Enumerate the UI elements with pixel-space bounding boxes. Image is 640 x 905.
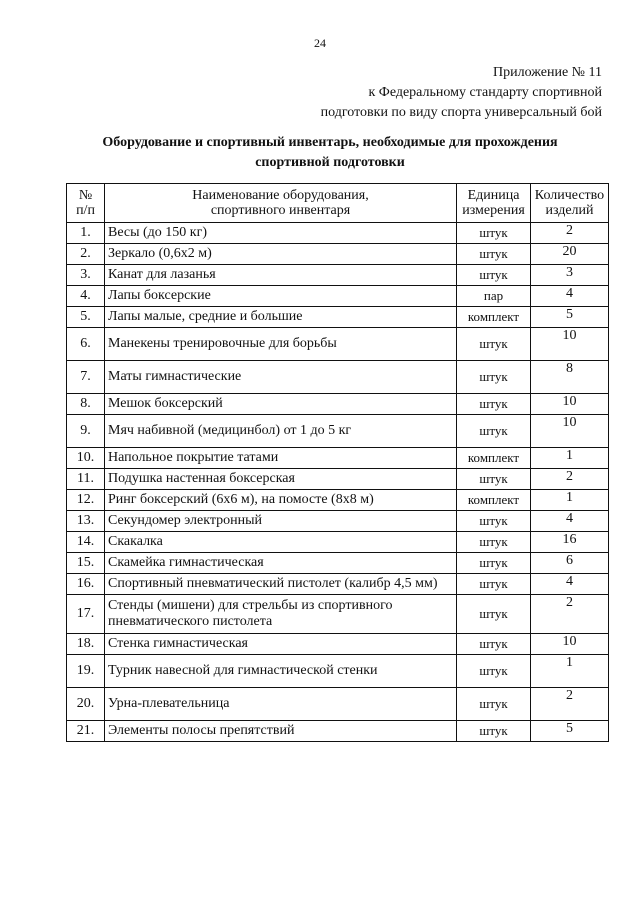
row-unit: комплект [457,490,531,511]
table-row [67,688,609,721]
row-name: Урна-плевательница [105,688,457,721]
row-number: 17. [67,595,105,634]
row-quantity: 2 [531,688,609,721]
row-number: 3. [67,265,105,286]
row-number: 20. [67,688,105,721]
header-name: Наименование оборудования, спортивного инвентаря [105,184,457,223]
table-row [67,511,609,532]
header-number: № п/п [67,184,105,223]
row-name: Стенды (мишени) для стрельбы из спортивного пневматического пистолета [105,595,457,634]
row-name: Зеркало (0,6х2 м) [105,244,457,265]
row-number: 19. [67,655,105,688]
row-quantity: 6 [531,553,609,574]
row-unit: штук [457,688,531,721]
row-unit: пар [457,286,531,307]
row-name: Стенка гимнастическая [105,634,457,655]
table-row [67,307,609,328]
row-quantity: 1 [531,448,609,469]
row-unit: штук [457,223,531,244]
table-row [67,721,609,742]
row-quantity: 3 [531,265,609,286]
row-quantity: 2 [531,223,609,244]
row-quantity: 1 [531,490,609,511]
row-name: Элементы полосы препятствий [105,721,457,742]
row-name: Лапы боксерские [105,286,457,307]
row-unit: штук [457,721,531,742]
row-name: Мяч набивной (медицинбол) от 1 до 5 кг [105,415,457,448]
row-unit: комплект [457,307,531,328]
appendix-header [321,63,602,123]
equipment-table [66,183,609,742]
table-row [67,328,609,361]
row-unit: штук [457,655,531,688]
table-row [67,595,609,634]
row-number: 16. [67,574,105,595]
appendix-line-1: Приложение № 11 [493,65,602,80]
row-quantity: 4 [531,511,609,532]
title-line-2: спортивной подготовки [255,155,405,170]
table-row [67,286,609,307]
row-quantity: 5 [531,721,609,742]
row-unit: штук [457,394,531,415]
row-unit: штук [457,469,531,490]
table-header-row [67,184,609,223]
appendix-line-3: подготовки по виду спорта универсальный бой [320,105,602,120]
page-number: 24 [314,36,326,50]
row-name: Напольное покрытие татами [105,448,457,469]
row-unit: штук [457,595,531,634]
row-unit: штук [457,265,531,286]
row-quantity: 1 [531,655,609,688]
row-quantity: 5 [531,307,609,328]
row-name: Спортивный пневматический пистолет (калибр 4,5 мм) [105,574,457,595]
table-row [67,634,609,655]
row-number: 15. [67,553,105,574]
row-number: 21. [67,721,105,742]
row-number: 5. [67,307,105,328]
table-row [67,469,609,490]
row-name: Ринг боксерский (6х6 м), на помосте (8х8 м) [105,490,457,511]
row-unit: штук [457,361,531,394]
row-quantity: 10 [531,415,609,448]
row-name: Подушка настенная боксерская [105,469,457,490]
row-quantity: 10 [531,394,609,415]
row-name: Лапы малые, средние и большие [105,307,457,328]
header-unit: Единица измерения [457,184,531,223]
title-line-1: Оборудование и спортивный инвентарь, необходимые для прохождения [102,135,558,150]
row-name: Скамейка гимнастическая [105,553,457,574]
row-name: Мешок боксерский [105,394,457,415]
row-unit: штук [457,532,531,553]
row-quantity: 8 [531,361,609,394]
row-unit: штук [457,634,531,655]
row-number: 11. [67,469,105,490]
row-number: 4. [67,286,105,307]
document-title [60,133,600,173]
table-row [67,244,609,265]
table-row [67,394,609,415]
row-number: 13. [67,511,105,532]
row-number: 14. [67,532,105,553]
row-number: 6. [67,328,105,361]
row-number: 9. [67,415,105,448]
table-row [67,553,609,574]
row-name: Канат для лазанья [105,265,457,286]
row-quantity: 4 [531,574,609,595]
row-unit: штук [457,511,531,532]
table-row [67,265,609,286]
row-quantity: 4 [531,286,609,307]
row-number: 18. [67,634,105,655]
row-quantity: 10 [531,328,609,361]
row-number: 10. [67,448,105,469]
row-quantity: 16 [531,532,609,553]
row-name: Весы (до 150 кг) [105,223,457,244]
appendix-line-2: к Федеральному стандарту спортивной [368,85,602,100]
row-name: Секундомер электронный [105,511,457,532]
row-unit: штук [457,328,531,361]
table-row [67,415,609,448]
row-quantity: 2 [531,595,609,634]
table-row [67,223,609,244]
row-name: Скакалка [105,532,457,553]
row-unit: штук [457,244,531,265]
row-unit: штук [457,553,531,574]
table-row [67,655,609,688]
table-row [67,532,609,553]
table-row [67,574,609,595]
row-quantity: 2 [531,469,609,490]
row-number: 1. [67,223,105,244]
table-row [67,490,609,511]
header-quantity: Количество изделий [531,184,609,223]
row-name: Турник навесной для гимнастической стенки [105,655,457,688]
row-number: 8. [67,394,105,415]
table-row [67,448,609,469]
row-name: Манекены тренировочные для борьбы [105,328,457,361]
row-name: Маты гимнастические [105,361,457,394]
row-number: 7. [67,361,105,394]
row-number: 12. [67,490,105,511]
table-row [67,361,609,394]
row-unit: штук [457,415,531,448]
row-quantity: 10 [531,634,609,655]
row-number: 2. [67,244,105,265]
row-unit: штук [457,574,531,595]
row-unit: комплект [457,448,531,469]
row-quantity: 20 [531,244,609,265]
